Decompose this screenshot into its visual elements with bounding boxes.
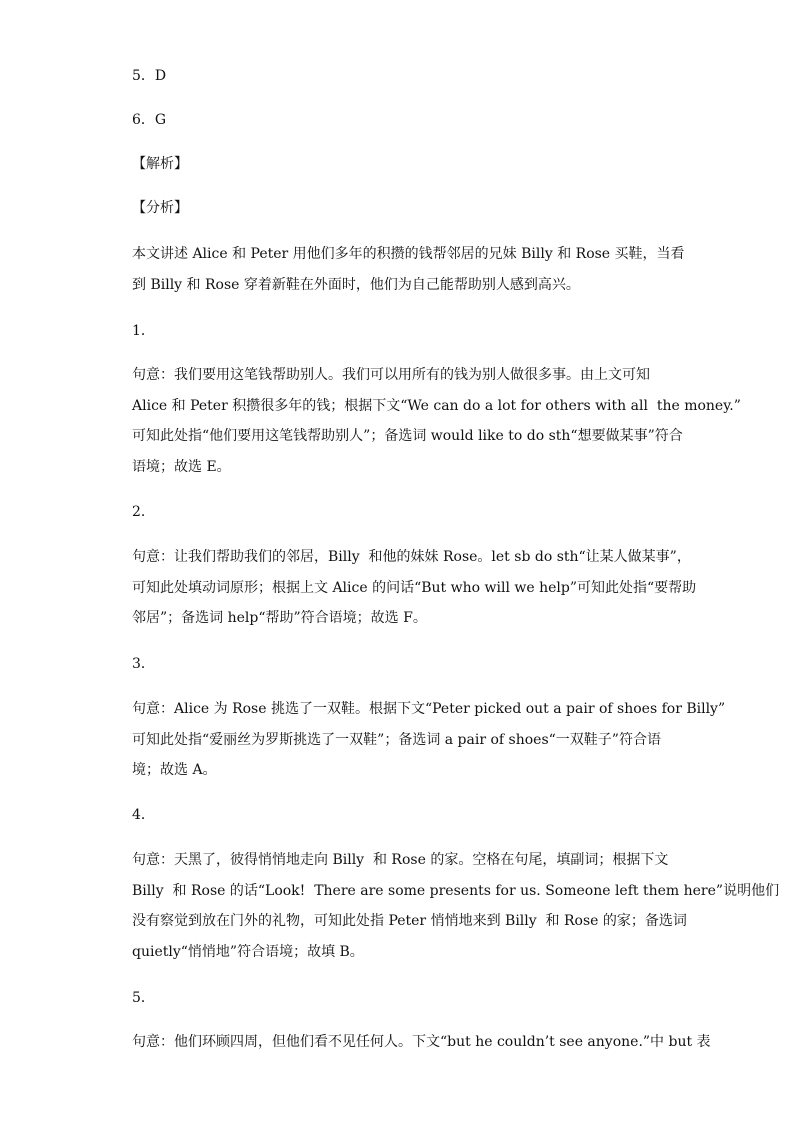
explanation-line: 句意：让我们帮助我们的邻居，Billy 和他的妹妹 Rose。let sb do sth“让某人做某事”， bbox=[132, 549, 691, 565]
explanation-line: 境；故选 A。 bbox=[132, 762, 217, 778]
item-explanation bbox=[132, 694, 726, 786]
item-explanation bbox=[132, 1027, 711, 1058]
answer-5: 5．D bbox=[132, 68, 167, 84]
explanation-line: 邻居”；备选词 help“帮助”符合语境；故选 F。 bbox=[132, 610, 427, 626]
explanation-line: 可知此处指“爱丽丝为罗斯挑选了一双鞋”；备选词 a pair of shoes“一双鞋子”符合语 bbox=[132, 731, 661, 748]
explanation-line: 句意：我们要用这笔钱帮助别人。我们可以用所有的钱为别人做很多事。由上文可知 bbox=[132, 367, 650, 383]
summary-line: 本文讲述 Alice 和 Peter 用他们多年的积攒的钱帮邻居的兄妹 Billy 和 Rose 买鞋，当看 bbox=[132, 246, 685, 262]
explanation-line: 句意：Alice 为 Rose 挑选了一双鞋。根据下文“Peter picked out a pair of shoes for Billy” bbox=[132, 701, 726, 717]
item-number: 4． bbox=[132, 807, 155, 823]
heading-fenxi: 【分析】 bbox=[132, 200, 188, 216]
explanation-line: 句意：他们环顾四周，但他们看不见任何人。下文“but he couldn’t see anyone.”中 but 表 bbox=[132, 1034, 711, 1050]
summary-paragraph bbox=[132, 239, 685, 300]
item-number: 2． bbox=[132, 504, 155, 520]
explanation-line: Alice 和 Peter 积攒很多年的钱；根据下文“We can do a lot for others with all the money.” bbox=[132, 397, 741, 414]
explanation-line: Billy 和 Rose 的话“Look! There are some presents for us. Someone left them here”说明他们 bbox=[132, 882, 780, 899]
item-explanation bbox=[132, 542, 697, 634]
item-explanation bbox=[132, 360, 741, 482]
item-number: 5． bbox=[132, 990, 155, 1006]
item-number: 1． bbox=[132, 323, 155, 339]
explanation-line: 句意：天黑了，彼得悄悄地走向 Billy 和 Rose 的家。空格在句尾，填副词；根据下文 bbox=[132, 852, 669, 868]
item-number: 3． bbox=[132, 656, 155, 672]
explanation-line: 没有察觉到放在门外的礼物，可知此处指 Peter 悄悄地来到 Billy 和 Rose 的家；备选词 bbox=[132, 913, 687, 929]
answer-6: 6．G bbox=[132, 112, 167, 128]
explanation-line: 可知此处指“他们要用这笔钱帮助别人”；备选词 would like to do sth“想要做某事”符合 bbox=[132, 428, 683, 444]
summary-line: 到 Billy 和 Rose 穿着新鞋在外面时，他们为自己能帮助别人感到高兴。 bbox=[132, 276, 580, 293]
heading-jiexi: 【解析】 bbox=[132, 156, 188, 172]
explanation-line: 可知此处填动词原形；根据上文 Alice 的问话“But who will we help”可知此处指“要帮助 bbox=[132, 579, 697, 596]
explanation-line: quietly“悄悄地”符合语境；故填 B。 bbox=[132, 943, 364, 960]
explanation-line: 语境；故选 E。 bbox=[132, 458, 231, 475]
item-explanation bbox=[132, 845, 780, 967]
